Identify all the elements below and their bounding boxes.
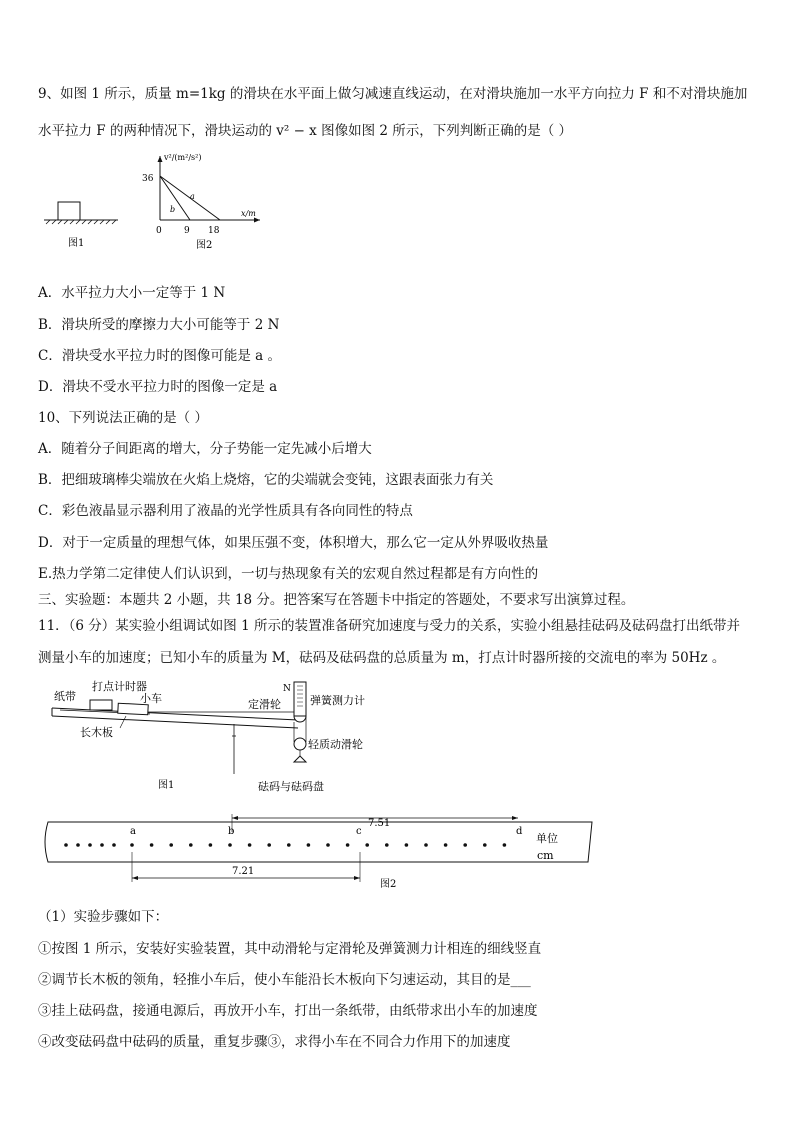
fig1-caption: 图1 [68, 238, 85, 249]
label-board: 长木板 [80, 726, 113, 739]
weight-pan [294, 756, 306, 762]
label-newton: N [283, 684, 291, 694]
point-label-b: b [228, 826, 235, 837]
unit-label-1: 单位 [536, 832, 558, 845]
label-weights: 砝码与砝码盘 [258, 780, 324, 793]
tape-dot [503, 843, 507, 847]
tape-dot [169, 843, 173, 847]
tape-dot [444, 843, 448, 847]
q9-stem-line2: 水平拉力 F 的两种情况下，滑块运动的 v² − x 图像如图 2 所示，下列判断正确的是（ ） [38, 123, 573, 139]
q10-option-d: D．对于一定质量的理想气体，如果压强不变，体积增大，那么它一定从外界吸收热量 [38, 535, 549, 551]
tape-dot [209, 843, 213, 847]
tape-dot [248, 843, 252, 847]
tape-dot [346, 843, 350, 847]
tape-dot [307, 843, 311, 847]
x-axis-arrow [254, 218, 260, 223]
dim-ac-value: 7.21 [232, 866, 255, 877]
timer [90, 700, 112, 710]
point-label-c: c [356, 826, 362, 837]
section-3-heading: 三、实验题：本题共 2 小题，共 18 分。把答案写在答题卡中指定的答题处，不要求写出演算过程。 [38, 592, 635, 608]
q9-option-b: B．滑块所受的摩擦力大小可能等于 2 N [38, 317, 280, 333]
tape-dot [326, 843, 330, 847]
tape-dot [228, 843, 232, 847]
x-tick-0: 0 [156, 226, 162, 236]
label-movable-pulley: 轻质动滑轮 [308, 738, 363, 751]
q11-step-3: ③挂上砝码盘，接通电源后，再放开小车，打出一条纸带，由纸带求出小车的加速度 [38, 1003, 538, 1019]
tape-dot [385, 843, 389, 847]
q9-option-c: C．滑块受水平拉力时的图像可能是 a 。 [38, 348, 281, 364]
paper-tape [45, 822, 592, 862]
tape-dot [130, 843, 134, 847]
line-a-label: a [190, 192, 195, 201]
q9-option-d: D．滑块不受水平拉力时的图像一定是 a [38, 379, 278, 395]
q11-step-2: ②调节长木板的领角，轻推小车后，使小车能沿长木板向下匀速运动，其目的是___ [38, 972, 531, 988]
y-axis-label: v²/(m²/s²) [164, 153, 202, 162]
tape-dot [365, 843, 369, 847]
label-fixed-pulley: 定滑轮 [248, 698, 281, 711]
block [58, 202, 80, 220]
tape-dot [100, 843, 104, 847]
label-tape: 纸带 [54, 690, 76, 703]
point-label-d: d [516, 826, 523, 837]
tape-dot [405, 843, 409, 847]
x-tick-18: 18 [208, 226, 220, 236]
tape-dot [287, 843, 291, 847]
dim-bd-value: 7.51 [368, 818, 391, 829]
tape-dot [88, 843, 92, 847]
tape-dot [150, 843, 154, 847]
q9-stem-line1: 9、如图 1 所示，质量 m=1kg 的滑块在水平面上做匀减速直线运动，在对滑块施加一水平方向拉力 F 和不对滑块施加 [38, 86, 748, 102]
q11-tape-figure [40, 812, 600, 892]
tape-dot [189, 843, 193, 847]
q10-option-e: E.热力学第二定律使人们认识到，一切与热现象有关的宏观自然过程都是有方向性的 [38, 566, 539, 582]
q10-option-a: A．随着分子间距离的增大，分子势能一定先减小后增大 [38, 441, 372, 457]
label-cart: 小车 [140, 692, 162, 705]
q11-step-1: ①按图 1 所示，安装好实验装置，其中动滑轮与定滑轮及弹簧测力计相连的细线竖直 [38, 941, 542, 957]
q11-stem-line2: 测量小车的加速度；已知小车的质量为 M，砝码及砝码盘的总质量为 m，打点计时器所接的交流电的率为 50Hz 。 [38, 650, 726, 666]
y-tick-36: 36 [142, 174, 154, 184]
line-b-label: b [170, 205, 176, 214]
tape-dot [483, 843, 487, 847]
y-axis-arrow [158, 156, 163, 162]
q10-option-c: C．彩色液晶显示器利用了液晶的光学性质具有各向同性的特点 [38, 503, 413, 519]
movable-pulley [294, 738, 306, 750]
q9-figure-1 [38, 196, 128, 256]
q9-option-a: A．水平拉力大小一定等于 1 N [38, 285, 226, 301]
ground-hatch [46, 220, 116, 224]
q11-apparatus-figure [40, 676, 420, 801]
tape-dot [267, 843, 271, 847]
apparatus-caption: 图1 [158, 780, 175, 791]
tape-dot [424, 843, 428, 847]
tape-dot [76, 843, 80, 847]
tape-dot [463, 843, 467, 847]
tape-caption: 图2 [380, 879, 397, 890]
x-tick-9: 9 [184, 226, 190, 236]
q10-option-b: B．把细玻璃棒尖端放在火焰上烧熔，它的尖端就会变钝，这跟表面张力有关 [38, 472, 494, 488]
point-label-a: a [130, 826, 136, 837]
q11-stem-line1: 11．（6 分）某实验小组调试如图 1 所示的装置准备研究加速度与受力的关系，实验小组悬挂砝码及砝码盘打出纸带并 [38, 618, 740, 634]
label-spring-scale: 弹簧测力计 [310, 694, 365, 707]
q11-step-4: ④改变砝码盘中砝码的质量，重复步骤③，求得小车在不同合力作用下的加速度 [38, 1034, 511, 1050]
label-timer: 打点计时器 [92, 680, 147, 693]
tape-dot [112, 843, 116, 847]
spring-scale [294, 682, 306, 716]
fig2-caption: 图2 [196, 240, 213, 251]
q10-stem: 10、下列说法正确的是（ ） [38, 410, 208, 426]
unit-label-2: cm [537, 849, 554, 862]
q9-figure-2-chart [136, 150, 266, 255]
x-axis-label: x/m [241, 209, 256, 218]
q11-steps-title: （1）实验步骤如下： [38, 909, 169, 925]
tape-dot [64, 843, 68, 847]
